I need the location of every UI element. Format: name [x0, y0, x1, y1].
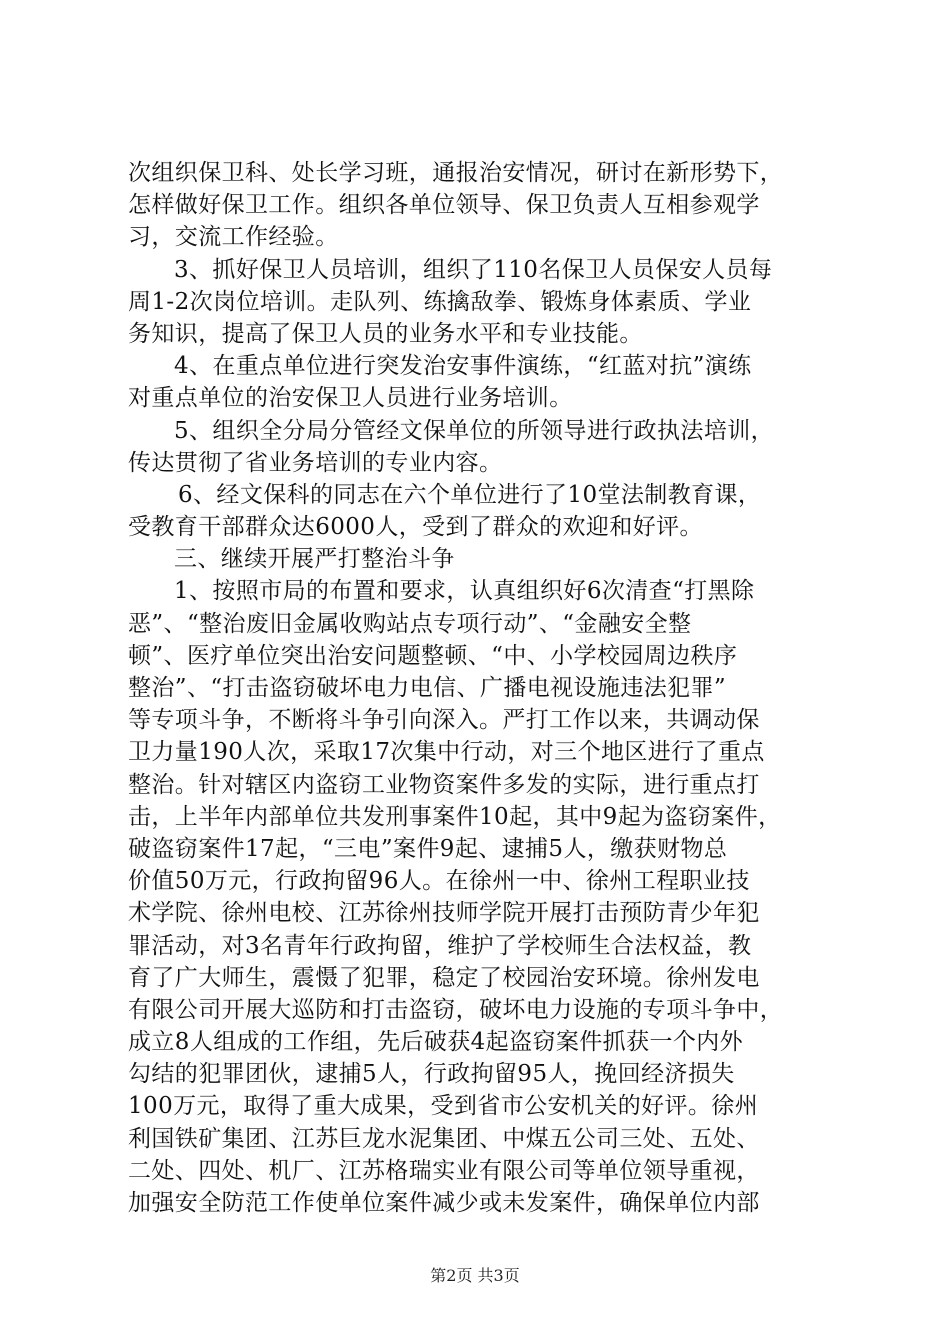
body-line: 育了广大师生，震慑了犯罪，稳定了校园治安环境。徐州发电 — [128, 964, 760, 991]
page-number: 第2页 共3页 — [430, 1266, 520, 1285]
body-line: 整治”、“打击盗窃破坏电力电信、广播电视设施违法犯罪” — [128, 675, 727, 701]
body-line: 价值50万元，行政拘留96人。在徐州一中、徐州工程职业技 — [128, 868, 750, 895]
body-line: 加强安全防范工作使单位案件减少或未发案件，确保单位内部 — [128, 1190, 760, 1216]
body-line: 6、经文保科的同志在六个单位进行了10堂法制教育课， — [178, 481, 762, 508]
body-line: 整治。针对辖区内盗窃工业物资案件多发的实际，进行重点打 — [128, 771, 760, 798]
document-body — [128, 157, 828, 1219]
body-line: 顿”、医疗单位突出治安问题整顿、“中、小学校园周边秩序 — [128, 642, 738, 669]
body-line: 等专项斗争，不断将斗争引向深入。严打工作以来，共调动保 — [128, 707, 760, 734]
page-footer — [0, 1266, 950, 1286]
body-line: 恶”、“整治废旧金属收购站点专项行动”、“金融安全整 — [128, 610, 692, 637]
body-line: 次组织保卫科、处长学习班，通报治安情况，研讨在新形势下， — [128, 160, 784, 186]
body-line: 周1-2次岗位培训。走队列、练擒敌拳、锻炼身体素质、学业 — [128, 288, 752, 315]
body-line: 1、按照市局的布置和要求，认真组织好6次清查“打黑除 — [174, 578, 755, 605]
body-line: 3、抓好保卫人员培训，组织了110名保卫人员保安人员每 — [174, 256, 773, 283]
body-line: 4、在重点单位进行突发治安事件演练，“红蓝对抗”演练 — [174, 353, 752, 380]
body-line: 务知识，提高了保卫人员的业务水平和专业技能。 — [128, 320, 643, 347]
body-line: 习，交流工作经验。 — [128, 224, 339, 251]
body-line: 罪活动，对3名青年行政拘留，维护了学校师生合法权益，教 — [128, 932, 752, 959]
body-line: 有限公司开展大巡防和打击盗窃，破坏电力设施的专项斗争中， — [128, 996, 784, 1023]
body-line: 5、组织全分局分管经文保单位的所领导进行政执法培训， — [174, 417, 775, 444]
body-line: 传达贯彻了省业务培训的专业内容。 — [128, 449, 503, 476]
body-line: 卫力量190人次，采取17次集中行动，对三个地区进行了重点 — [128, 739, 765, 766]
body-line: 勾结的犯罪团伙，逮捕5人，行政拘留95人，挽回经济损失 — [128, 1061, 735, 1088]
body-line: 利国铁矿集团、江苏巨龙水泥集团、中煤五公司三处、五处、 — [128, 1125, 760, 1152]
body-line: 怎样做好保卫工作。组织各单位领导、保卫负责人互相参观学 — [128, 192, 760, 219]
section-heading: 三、继续开展严打整治斗争 — [174, 546, 455, 573]
body-line: 破盗窃案件17起，“三电”案件9起、逮捕5人，缴获财物总 — [128, 835, 728, 862]
body-line: 对重点单位的治安保卫人员进行业务培训。 — [128, 385, 573, 412]
body-line: 二处、四处、机厂、江苏格瑞实业有限公司等单位领导重视， — [128, 1157, 760, 1184]
body-line: 成立8人组成的工作组，先后破获4起盗窃案件抓获一个内外 — [128, 1029, 744, 1056]
body-line: 受教育干部群众达6000人，受到了群众的欢迎和好评。 — [128, 514, 703, 541]
body-line: 100万元，取得了重大成果，受到省市公安机关的好评。徐州 — [128, 1093, 759, 1120]
body-line: 击，上半年内部单位共发刑事案件10起，其中9起为盗窃案件， — [128, 803, 782, 830]
body-line: 术学院、徐州电校、江苏徐州技师学院开展打击预防青少年犯 — [128, 900, 760, 927]
